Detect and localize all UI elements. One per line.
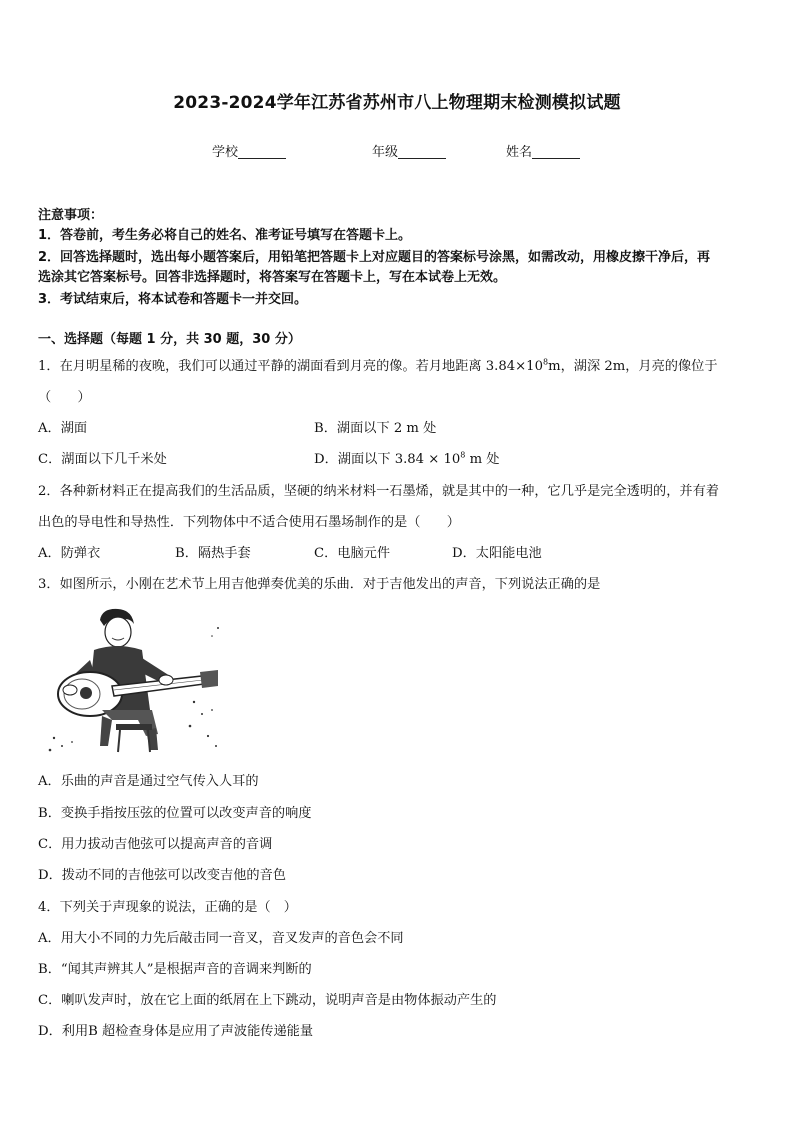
question-2-stem: 出色的导电性和导热性．下列物体中不适合使用石墨场制作的是（ ） <box>38 515 460 530</box>
q1-option-c: C．湖面以下几千米处 <box>38 452 167 467</box>
school-blank <box>238 144 286 159</box>
q1-stem-part: m，湖深 2m，月亮的像位于 <box>548 359 718 374</box>
q1-option-a: A．湖面 <box>38 421 88 436</box>
page-title: 2023-2024学年江苏省苏州市八上物理期末检测模拟试题 <box>173 93 621 113</box>
q2-option-c: C．电脑元件 <box>314 546 391 561</box>
q2-option-a: A．防弹衣 <box>38 546 101 561</box>
name-label: 姓名 <box>506 145 533 160</box>
notice-heading: 注意事项： <box>38 208 104 223</box>
section-heading: 一、选择题（每题 1 分，共 30 题，30 分） <box>38 332 301 347</box>
q1-exponent: 8 <box>542 357 549 367</box>
q3-option-d: D．拨动不同的吉他弦可以改变吉他的音色 <box>38 868 286 883</box>
q3-option-b: B．变换手指按压弦的位置可以改变声音的响度 <box>38 806 312 821</box>
q1-option-b: B．湖面以下 2 m 处 <box>314 421 437 436</box>
school-field <box>212 141 286 160</box>
school-label: 学校 <box>212 145 239 160</box>
q1-option-d <box>314 448 499 467</box>
q4-option-a: A．用大小不同的力先后敲击同一音叉，音叉发声的音色会不同 <box>38 931 404 946</box>
question-4-stem: 4．下列关于声现象的说法，正确的是（ ） <box>38 900 297 915</box>
grade-label: 年级 <box>372 145 399 160</box>
grade-blank <box>398 144 446 159</box>
q1-d-part: D．湖面以下 3.84 × 10 <box>314 452 461 467</box>
name-field <box>506 141 580 160</box>
q3-option-c: C．用力拔动吉他弦可以提高声音的音调 <box>38 837 273 852</box>
question-2-stem: 2．各种新材料正在提高我们的生活品质，坚硬的纳米材料一石墨烯，就是其中的一种，它几乎是完全透明的，并有着 <box>38 484 719 499</box>
q4-option-b: B．“闻其声辨其人”是根据声音的音调来判断的 <box>38 962 312 977</box>
guitar-player-illustration <box>42 606 222 754</box>
notice-item: 1．答卷前，考生务必将自己的姓名、准考证号填写在答题卡上。 <box>38 228 412 243</box>
q3-option-a: A．乐曲的声音是通过空气传入人耳的 <box>38 774 259 789</box>
grade-field <box>372 141 446 160</box>
q2-option-d: D．太阳能电池 <box>452 546 542 561</box>
q1-stem-part: 1．在月明星稀的夜晚，我们可以通过平静的湖面看到月亮的像。若月地距离 3.84×10 <box>38 359 543 374</box>
q1-d-part: m 处 <box>465 452 500 467</box>
question-1-paren: （ ） <box>38 390 91 405</box>
notice-item: 3．考试结束后，将本试卷和答题卡一并交回。 <box>38 292 308 307</box>
notice-item: 2．回答选择题时，选出每小题答案后，用铅笔把答题卡上对应题目的答案标号涂黑，如需改动，用橡皮擦干净后，再 <box>38 250 711 265</box>
notice-item: 选涂其它答案标号。回答非选择题时，将答案写在答题卡上，写在本试卷上无效。 <box>38 270 507 285</box>
question-1-stem <box>38 355 718 374</box>
name-blank <box>532 144 580 159</box>
question-3-stem: 3．如图所示，小刚在艺术节上用吉他弹奏优美的乐曲．对于吉他发出的声音，下列说法正确的是 <box>38 577 601 592</box>
q4-option-c: C．喇叭发声时，放在它上面的纸屑在上下跳动，说明声音是由物体振动产生的 <box>38 993 497 1008</box>
q4-option-d: D．利用B 超检查身体是应用了声波能传递能量 <box>38 1024 314 1039</box>
q1-d-exponent: 8 <box>460 450 466 460</box>
q2-option-b: B．隔热手套 <box>175 546 251 561</box>
